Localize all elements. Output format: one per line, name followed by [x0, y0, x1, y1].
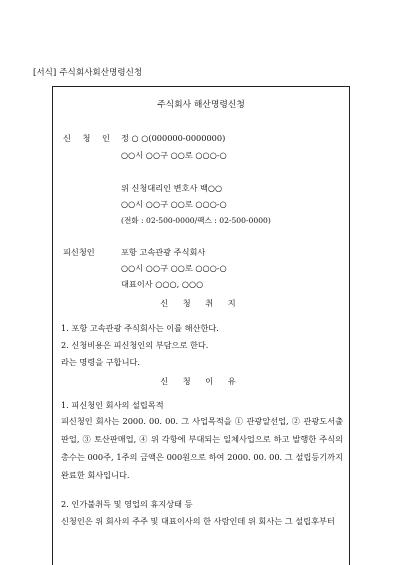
applicant-label: 신 청 인 [63, 133, 115, 143]
document-title: 주식회사 해산명령신청 [157, 100, 245, 110]
respondent-representative: 대표이사 ○○○, ○○○ [121, 279, 204, 289]
reason-2-body: 신청인은 위 회사의 주주 및 대표이사의 한 사람인데 위 회사는 그 설립후부터 [61, 516, 335, 526]
purpose-item-1: 1. 포항 고속관광 주식회사는 이를 해산한다. [61, 323, 219, 333]
agent-address: ○○시 ○○구 ○○로 ○○○-○ [121, 199, 227, 209]
agent-contact: (전화 : 02-500-0000/팩스 : 02-500-0000) [121, 216, 271, 225]
reason-1-title: 1. 피신청인 회사의 설립목적 [61, 400, 164, 410]
reason-1-body: 피신청인 회사는 2000. 00. 00. 그 사업목적을 ① 관광알선업, ② 관광도서출판업, ③ 토산판매업, ④ 위 각항에 부대되는 일체사업으로 하고 발행한 주식의 총수는 000주, 1주의 금액은 000원으로 하여 2000. 00. 00. 그 설립등기까지 완료한 회사입니다. [61, 416, 343, 480]
form-caption: [서식] 주식회사회산명령신청 [33, 67, 143, 77]
respondent-label: 피신청인 [63, 247, 95, 257]
purpose-item-2: 2. 신청비용은 피신청인의 부담으로 한다. [61, 340, 209, 350]
applicant-name: 정 ○ ○(000000-0000000) [121, 133, 226, 143]
applicant-agent: 위 신청대리인 변호사 백○○ [121, 183, 223, 193]
respondent-company: 포항 고속관광 주식회사 [121, 247, 206, 257]
reason-2-title: 2. 인가불취득 및 영업의 휴지상태 등 [61, 499, 193, 509]
purpose-closing: 라는 명령을 구합니다. [61, 357, 140, 367]
petition-document [52, 86, 350, 565]
respondent-address: ○○시 ○○구 ○○로 ○○○-○ [121, 263, 227, 273]
reasons-heading: 신 청 이 유 [160, 376, 242, 386]
applicant-address: ○○시 ○○구 ○○로 ○○○-○ [121, 150, 227, 160]
purpose-heading: 신 청 취 지 [160, 298, 242, 308]
